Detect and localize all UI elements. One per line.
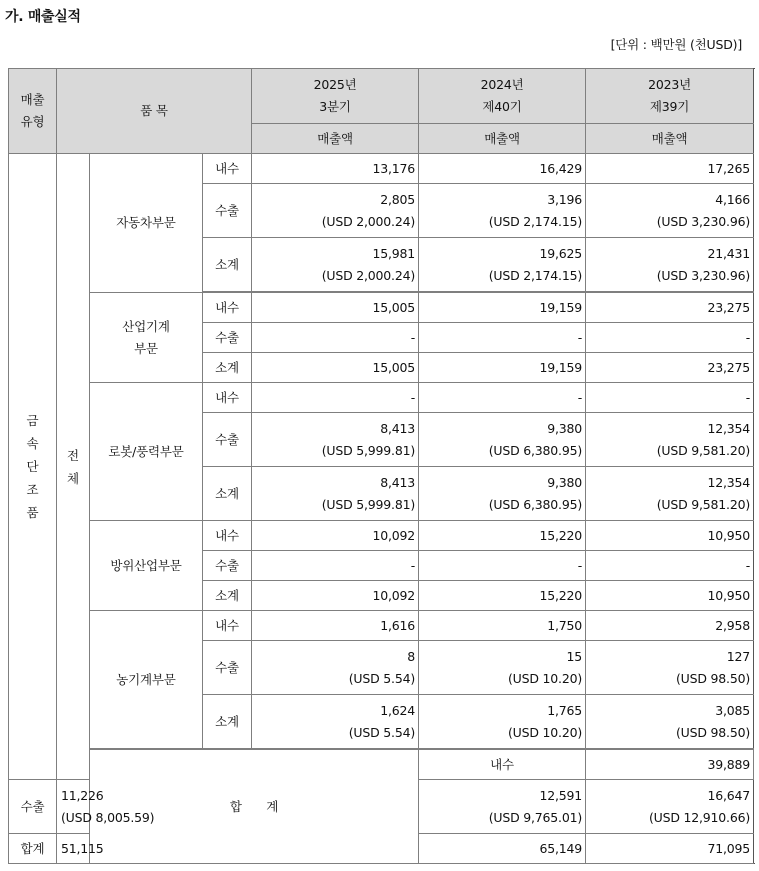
row-kind: 내수 [203,154,252,184]
header-period-year: 2024년 [480,77,524,92]
table-row [9,154,754,184]
value-cell [252,581,419,611]
amount: 12,354 [707,420,751,436]
value-cell [252,413,419,467]
amount: 1,616 [380,617,416,633]
sales-type-char: 속 [26,436,39,451]
row-kind: 소계 [203,581,252,611]
table-row [9,611,754,641]
table-row [9,750,754,780]
sales-type-char: 품 [26,505,39,520]
usd-amount: (USD 6,380.95) [488,496,583,512]
usd-amount: (USD 12,910.66) [648,809,751,825]
amount: 1,750 [547,617,583,633]
value-cell [252,611,419,641]
usd-amount: (USD 3,230.96) [656,267,751,283]
division-name: 자동차부문 [90,154,203,293]
value-cell [252,551,419,581]
value-cell [586,641,754,695]
division-name: 방위산업부문 [90,521,203,611]
scope-char: 체 [67,470,79,486]
value-cell [57,780,155,834]
amount: 3,196 [547,191,583,207]
value-cell [419,293,586,323]
amount: 8,413 [380,420,416,436]
value-cell [586,750,754,780]
value-cell [419,353,586,383]
value-cell [586,834,754,864]
usd-amount: (USD 10.20) [507,724,583,740]
value-cell [419,413,586,467]
usd-amount: (USD 5,999.81) [321,496,416,512]
value-cell [419,611,586,641]
amount: 65,149 [539,840,583,856]
value-cell [586,780,754,834]
value-cell [586,521,754,551]
amount: 16,647 [707,787,751,803]
value-cell [586,611,754,641]
usd-amount: (USD 10.20) [507,670,583,686]
row-kind: 수출 [203,641,252,695]
usd-amount: (USD 2,000.24) [321,213,416,229]
row-kind: 내수 [203,521,252,551]
amount: 1,624 [380,702,416,718]
value-cell [252,383,419,413]
value-cell [252,184,419,238]
row-kind: 합계 [9,834,57,864]
amount: 13,176 [372,160,416,176]
amount: 8 [407,648,416,664]
usd-amount: (USD 9,581.20) [656,496,751,512]
row-kind: 수출 [203,184,252,238]
header-period-year: 2025년 [313,77,357,92]
value-cell [252,695,419,749]
header-period-2025 [252,69,419,124]
amount: 15 [566,648,583,664]
usd-amount: (USD 2,174.15) [488,267,583,283]
row-kind: 내수 [203,383,252,413]
scope-cell [57,154,90,780]
value-cell [419,834,586,864]
amount: 19,625 [539,245,583,261]
usd-amount: (USD 5.54) [348,670,416,686]
usd-amount: (USD 6,380.95) [488,442,583,458]
usd-amount: (USD 2,000.24) [321,267,416,283]
amount: 15,005 [372,299,416,315]
header-sales-type [9,69,57,154]
value-cell [586,695,754,749]
usd-amount: (USD 98.50) [675,724,751,740]
header-item: 품 목 [57,69,252,154]
row-kind: 내수 [203,293,252,323]
amount: 23,275 [707,299,751,315]
row-kind: 소계 [203,238,252,292]
value-cell [419,695,586,749]
scope-char: 전 [67,447,79,463]
amount: - [577,329,583,345]
table-row [9,293,754,323]
amount: - [410,389,416,405]
amount: 3,085 [715,702,751,718]
row-kind: 내수 [419,750,586,780]
amount: 10,950 [707,587,751,603]
header-sales-type-line2: 유형 [20,114,45,129]
header-period-year: 2023년 [648,77,691,92]
sales-type-char: 조 [26,482,39,497]
amount: 19,159 [539,299,583,315]
amount: 8,413 [380,474,416,490]
amount: 4,166 [715,191,751,207]
value-cell [419,780,586,834]
amount: 19,159 [539,359,583,375]
amount: 12,354 [707,474,751,490]
division-name-line1: 산업기계 [122,318,170,334]
amount: 16,429 [539,160,583,176]
division-name-line2: 부문 [134,340,158,356]
amount: 15,220 [539,527,583,543]
amount: - [745,329,751,345]
division-name: 로봇/풍력부문 [90,383,203,521]
table-row [9,521,754,551]
total-label: 합 계 [90,750,419,864]
amount: 10,092 [372,527,416,543]
row-kind: 내수 [203,611,252,641]
usd-amount: (USD 98.50) [675,670,751,686]
value-cell [419,521,586,551]
header-sales-type-line1: 매출 [20,92,45,107]
amount: 9,380 [547,474,583,490]
amount: 21,431 [707,245,751,261]
value-cell [419,551,586,581]
amount: 15,220 [539,587,583,603]
amount: - [745,389,751,405]
sales-type-cell [9,154,57,780]
amount: 71,095 [707,840,751,856]
value-cell [252,293,419,323]
amount: 15,005 [372,359,416,375]
sales-performance-table [8,68,754,864]
row-kind: 수출 [203,323,252,353]
amount: 17,265 [707,160,751,176]
amount: 39,889 [707,756,751,772]
amount: - [745,557,751,573]
value-cell [419,323,586,353]
value-cell [586,154,754,184]
amount: - [410,557,416,573]
header-row-1 [9,69,754,124]
amount: 51,115 [61,840,104,856]
amount: - [410,329,416,345]
value-cell [419,238,586,292]
row-kind: 수출 [203,551,252,581]
amount: 23,275 [707,359,751,375]
usd-amount: (USD 2,174.15) [488,213,583,229]
value-cell [252,323,419,353]
value-cell [586,238,754,292]
amount: 127 [726,648,751,664]
header-period-term: 3분기 [319,99,351,114]
value-cell [252,238,419,292]
amount: - [577,389,583,405]
row-kind: 소계 [203,695,252,749]
value-cell [419,184,586,238]
amount: 10,092 [372,587,416,603]
header-period-2023 [586,69,754,124]
usd-amount: (USD 3,230.96) [656,213,751,229]
sales-type-char: 금 [26,413,39,428]
row-kind: 소계 [203,467,252,521]
value-cell [419,154,586,184]
value-cell [586,184,754,238]
value-cell [586,293,754,323]
value-cell [252,353,419,383]
usd-amount: (USD 5,999.81) [321,442,416,458]
section-title: 가. 매출실적 [5,9,81,25]
value-cell [252,154,419,184]
amount: 2,805 [380,191,416,207]
sales-type-char: 단 [26,459,39,474]
amount: 9,380 [547,420,583,436]
value-cell [586,413,754,467]
usd-amount: (USD 9,581.20) [656,442,751,458]
value-cell [252,467,419,521]
table-row [9,383,754,413]
header-period-term: 제40기 [482,99,522,114]
amount: 12,591 [539,787,583,803]
value-cell [419,383,586,413]
row-kind: 소계 [203,353,252,383]
value-cell [586,323,754,353]
value-cell [586,383,754,413]
header-period-2024 [419,69,586,124]
value-cell [419,641,586,695]
header-sales-amount: 매출액 [419,124,586,154]
value-cell [586,581,754,611]
row-kind: 수출 [203,413,252,467]
value-cell [252,521,419,551]
division-name [90,293,203,383]
amount: 15,981 [372,245,416,261]
unit-label: [단위 : 백만원 (천USD)] [610,37,742,52]
amount: - [577,557,583,573]
header-period-term: 제39기 [649,99,690,114]
amount: 11,226 [61,787,104,803]
usd-amount: (USD 8,005.59) [61,809,155,825]
amount: 10,950 [707,527,751,543]
value-cell [586,353,754,383]
division-name: 농기계부문 [90,611,203,749]
value-cell [586,467,754,521]
value-cell [419,467,586,521]
value-cell [57,834,104,864]
usd-amount: (USD 9,765.01) [488,809,583,825]
value-cell [586,551,754,581]
header-sales-amount: 매출액 [586,124,754,154]
row-kind: 수출 [9,780,57,834]
amount: 1,765 [547,702,583,718]
header-sales-amount: 매출액 [252,124,419,154]
value-cell [252,641,419,695]
usd-amount: (USD 5.54) [348,724,416,740]
value-cell [419,581,586,611]
amount: 2,958 [715,617,751,633]
